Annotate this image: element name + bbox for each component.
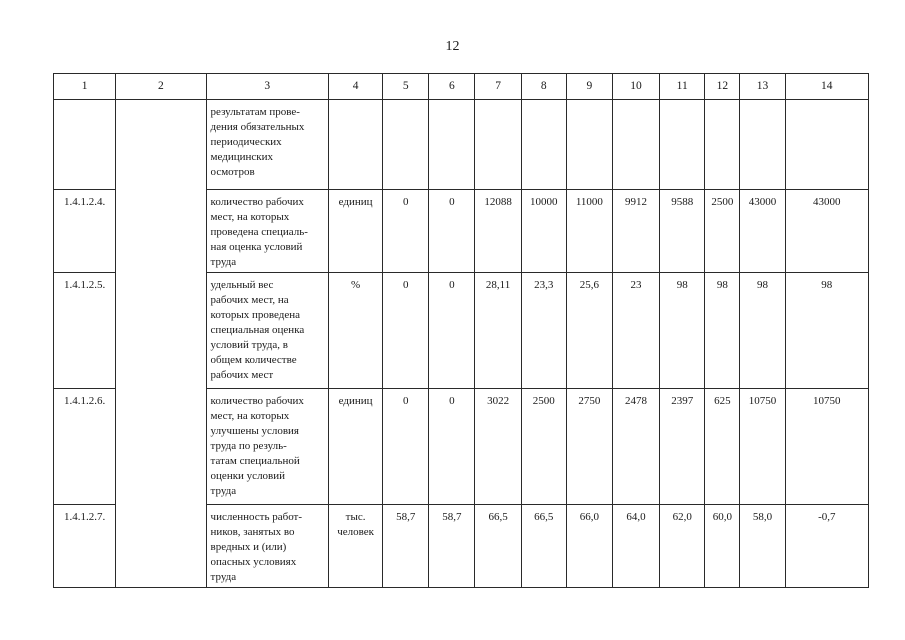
value-cell: 12088 — [475, 190, 521, 273]
empty-cell — [740, 100, 785, 190]
row-code-cell: 1.4.1.2.4. — [54, 190, 116, 273]
text-line: проведена специаль- — [210, 226, 308, 238]
text-line: рабочих мест, на — [210, 294, 289, 306]
value-cell: 66,5 — [521, 505, 566, 588]
empty-cell — [705, 100, 740, 190]
text-line: оценки условий — [210, 470, 286, 482]
header-cell: 6 — [429, 74, 475, 100]
value-cell: 2500 — [705, 190, 740, 273]
unit-cell — [328, 505, 382, 588]
empty-cell — [383, 100, 429, 190]
header-cell: 5 — [383, 74, 429, 100]
unit-cell — [328, 190, 382, 273]
value-cell: 11000 — [566, 190, 612, 273]
value-cell: 9912 — [612, 190, 659, 273]
text-line: удельный вес — [210, 279, 274, 291]
value-cell: 10000 — [521, 190, 566, 273]
text-line: медицинских — [210, 151, 274, 163]
text-line: количество рабочих — [210, 395, 304, 407]
text-line: татам специальной — [210, 455, 300, 467]
row-code-cell: 1.4.1.2.5. — [54, 273, 116, 389]
header-cell: 13 — [740, 74, 785, 100]
value-cell: 23 — [612, 273, 659, 389]
text-line: результатам прове- — [210, 106, 300, 118]
empty-cell — [429, 100, 475, 190]
empty-cell — [475, 100, 521, 190]
text-line: труда — [210, 485, 237, 497]
value-cell: 98 — [705, 273, 740, 389]
header-cell: 9 — [566, 74, 612, 100]
empty-cell — [612, 100, 659, 190]
value-cell: 58,7 — [429, 505, 475, 588]
page-number: 12 — [445, 39, 460, 54]
text-line: мест, на которых — [210, 211, 290, 223]
value-cell: 62,0 — [660, 505, 705, 588]
column-2-merged-cell — [116, 100, 206, 588]
header-cell: 10 — [612, 74, 659, 100]
value-cell: 25,6 — [566, 273, 612, 389]
value-cell: 98 — [660, 273, 705, 389]
text-line: общем количестве — [210, 354, 297, 366]
value-cell: 10750 — [740, 389, 785, 505]
value-cell: 28,11 — [475, 273, 521, 389]
row-code-cell: 1.4.1.2.6. — [54, 389, 116, 505]
unit-cell — [328, 389, 382, 505]
empty-cell — [566, 100, 612, 190]
text-line: человек — [337, 526, 374, 538]
indicator-name-cell — [206, 100, 328, 190]
text-line: вредных и (или) — [210, 541, 287, 553]
empty-cell — [785, 100, 868, 190]
text-line: условий труда, в — [210, 339, 288, 351]
text-line: специальная оценка — [210, 324, 305, 336]
value-cell: 0 — [429, 190, 475, 273]
text-line: рабочих мест — [210, 369, 274, 381]
value-cell: 2500 — [521, 389, 566, 505]
unit-cell — [328, 273, 382, 389]
value-cell: 9588 — [660, 190, 705, 273]
indicators-table — [53, 73, 869, 588]
value-cell: 66,0 — [566, 505, 612, 588]
text-line: количество рабочих — [210, 196, 304, 208]
value-cell: 60,0 — [705, 505, 740, 588]
row-code-cell: 1.4.1.2.7. — [54, 505, 116, 588]
text-line: труда — [210, 571, 237, 583]
value-cell: 98 — [785, 273, 868, 389]
header-cell: 7 — [475, 74, 521, 100]
header-cell: 11 — [660, 74, 705, 100]
value-cell: 0 — [383, 190, 429, 273]
indicator-name-cell — [206, 273, 328, 389]
header-cell: 1 — [54, 74, 116, 100]
value-cell: 66,5 — [475, 505, 521, 588]
header-cell: 4 — [328, 74, 382, 100]
header-cell: 12 — [705, 74, 740, 100]
text-line: % — [350, 279, 361, 291]
value-cell: 2750 — [566, 389, 612, 505]
value-cell: 625 — [705, 389, 740, 505]
header-row — [54, 74, 869, 100]
text-line: единиц — [338, 196, 373, 208]
value-cell: 0 — [383, 273, 429, 389]
value-cell: 0 — [383, 389, 429, 505]
value-cell: 64,0 — [612, 505, 659, 588]
value-cell: 58,0 — [740, 505, 785, 588]
text-line: опасных условиях — [210, 556, 297, 568]
text-line: которых проведена — [210, 309, 300, 321]
text-line: улучшены условия — [210, 425, 299, 437]
value-cell: 2397 — [660, 389, 705, 505]
code-cell — [54, 100, 116, 190]
empty-cell — [660, 100, 705, 190]
header-cell: 8 — [521, 74, 566, 100]
text-line: ников, занятых во — [210, 526, 295, 538]
value-cell: -0,7 — [785, 505, 868, 588]
value-cell: 58,7 — [383, 505, 429, 588]
value-cell: 0 — [429, 273, 475, 389]
value-cell: 2478 — [612, 389, 659, 505]
value-cell: 98 — [740, 273, 785, 389]
value-cell: 23,3 — [521, 273, 566, 389]
value-cell: 43000 — [785, 190, 868, 273]
indicator-name-cell — [206, 190, 328, 273]
empty-cell — [328, 100, 382, 190]
text-line: единиц — [338, 395, 373, 407]
indicator-name-cell — [206, 505, 328, 588]
value-cell: 3022 — [475, 389, 521, 505]
value-cell: 10750 — [785, 389, 868, 505]
indicator-name-cell — [206, 389, 328, 505]
header-cell: 2 — [116, 74, 206, 100]
value-cell: 0 — [429, 389, 475, 505]
header-cell: 14 — [785, 74, 868, 100]
text-line: труда по резуль- — [210, 440, 287, 452]
text-line: осмотров — [210, 166, 255, 178]
text-line: труда — [210, 256, 237, 268]
text-line: тыс. — [345, 511, 366, 523]
text-line: дения обязательных — [210, 121, 305, 133]
text-line: периодических — [210, 136, 282, 148]
empty-cell — [521, 100, 566, 190]
text-line: мест, на которых — [210, 410, 290, 422]
header-cell: 3 — [206, 74, 328, 100]
text-line: ная оценка условий — [210, 241, 303, 253]
value-cell: 43000 — [740, 190, 785, 273]
text-line: численность работ- — [210, 511, 303, 523]
table-row-continuation — [54, 100, 869, 190]
